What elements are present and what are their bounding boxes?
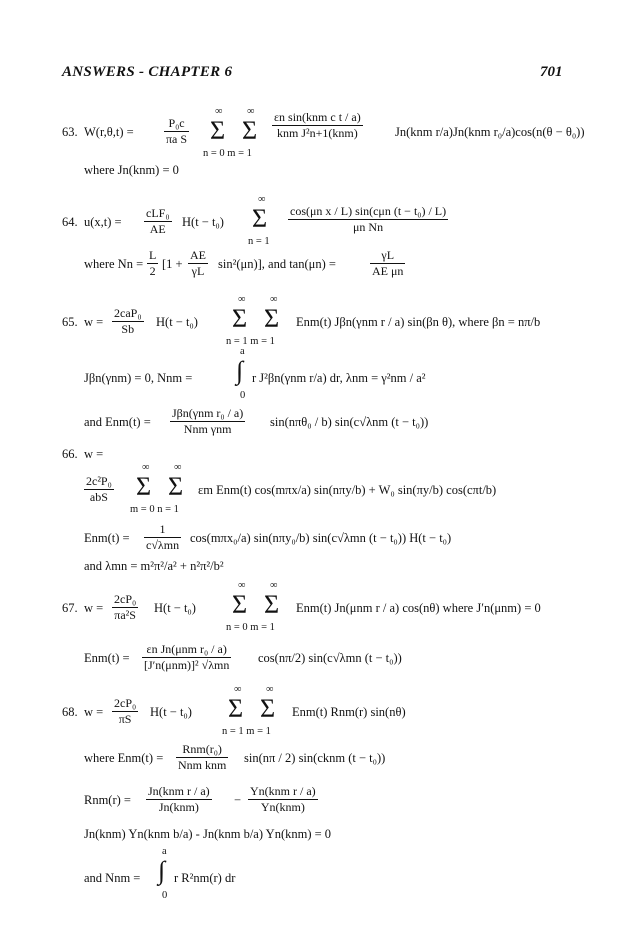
- coefficient-label: and Enm(t) =: [84, 415, 151, 429]
- coefficient-fraction: εn Jn(μnm r₀ / a) [J′n(μnm)]² √λmn: [144, 642, 230, 672]
- summand-tail: Jn(knm r/a)Jn(knm r₀/a)cos(n(θ − θ₀)): [395, 125, 585, 139]
- sum-upper-limit: ∞: [247, 106, 255, 117]
- condition-tail: sin²(μn)], and tan(μn) =: [218, 257, 336, 271]
- coefficient-tail: cos(mπx₀/a) sin(nπy₀/b) sin(c√λmn (t − t₀)) H(t − t₀): [190, 531, 452, 545]
- summation-sign: Σ: [228, 694, 244, 723]
- coefficient-label: Enm(t) =: [84, 531, 130, 545]
- coefficient-tail: sin(nπ / 2) sin(cknm (t − t₀)): [244, 751, 386, 765]
- answer-66: [62, 446, 622, 576]
- eigenvalue-definition: and λmn = m²π²/a² + n²π²/b²: [84, 559, 224, 573]
- condition-fraction: $\frac{AE}{\gamma L}$: [190, 248, 206, 278]
- page-number: 701: [540, 64, 563, 80]
- condition-bracket: [1 +: [162, 257, 183, 271]
- summation-sign: Σ: [264, 304, 280, 333]
- sum-upper-limit: ∞: [238, 580, 246, 591]
- coefficient: 2caP₀ Sb: [114, 306, 142, 336]
- problem-number: 67.: [62, 601, 78, 615]
- integrand: r R²nm(r) dr: [174, 871, 236, 885]
- sum-upper-limit: ∞: [215, 106, 223, 117]
- problem-number: 66.: [62, 447, 78, 461]
- summation-sign: Σ: [232, 590, 248, 619]
- coefficient-label: Enm(t) =: [84, 651, 130, 665]
- sum-upper-limit: ∞: [258, 194, 266, 205]
- answer-63: [62, 100, 622, 180]
- coefficient: $\frac{\text{2cP₀}}{\text{πa²S}}$: [114, 592, 137, 622]
- integral-lower-limit: 0: [240, 390, 246, 401]
- summation-sign: Σ: [260, 694, 276, 723]
- coefficient: 2c²P₀ abS: [86, 474, 112, 504]
- summand-tail: εm Enm(t) cos(mπx/a) sin(nπy/b) + W₀ sin(πy/b) cos(cπt/b): [198, 483, 497, 497]
- summand-fraction: εn sin(knm c t / a) knm J²n+1(knm): [274, 110, 361, 140]
- sum-upper-limit: ∞: [174, 462, 182, 473]
- coefficient-tail: cos(nπ/2) sin(c√λmn (t − t₀)): [258, 651, 402, 665]
- equation-lhs: w =: [84, 601, 104, 615]
- minus-sign: −: [234, 793, 242, 807]
- heaviside-term: H(t − t₀): [156, 315, 198, 329]
- sum-limits: n = 1: [248, 236, 270, 247]
- running-header: ANSWERS - CHAPTER 6: [62, 64, 233, 80]
- coefficient: $\frac{\text{P₀c}}{\text{πa S}}$: [166, 116, 188, 146]
- heaviside-term: H(t − t₀): [182, 215, 224, 229]
- coefficient-tail: sin(nπθ₀ / b) sin(c√λnm (t − t₀)): [270, 415, 429, 429]
- summation-sign: Σ: [232, 304, 248, 333]
- problem-number: 63.: [62, 125, 78, 139]
- summation-sign: Σ: [242, 116, 258, 145]
- equation-lhs: w =: [84, 447, 104, 461]
- radial-function-label: Rnm(r) =: [84, 793, 131, 807]
- condition-fraction: $\frac{L}{2}$: [149, 248, 157, 278]
- summation-sign: Σ: [168, 472, 184, 501]
- eigen-condition: Jβn(γnm) = 0, Nnm =: [84, 371, 193, 385]
- problem-number: 64.: [62, 215, 78, 229]
- integral-upper-limit: a: [240, 346, 245, 357]
- summand-tail: Enm(t) Jβn(γnm r / a) sin(βn θ), where βn = nπ/b: [296, 315, 541, 329]
- integral-upper-limit: a: [162, 846, 167, 857]
- sum-upper-limit: ∞: [270, 294, 278, 305]
- norm-label: and Nnm =: [84, 871, 141, 885]
- integrand: r J²βn(γnm r/a) dr, λnm = γ²nm / a²: [252, 371, 426, 385]
- sum-upper-limit: ∞: [238, 294, 246, 305]
- summation-sign: Σ: [210, 116, 226, 145]
- problem-number: 68.: [62, 705, 78, 719]
- coefficient-fraction: Rnm(r₀) Nnm knm: [178, 742, 227, 772]
- summand-tail: Enm(t) Rnm(r) sin(nθ): [292, 705, 406, 719]
- sum-limits: n = 0 m = 1: [226, 622, 275, 633]
- answer-68: [62, 684, 622, 904]
- integral-lower-limit: 0: [162, 890, 168, 901]
- sum-upper-limit: ∞: [234, 684, 242, 695]
- coefficient-label: where Enm(t) =: [84, 751, 164, 765]
- eigen-condition: Jn(knm) Yn(knm b/a) - Jn(knm b/a) Yn(knm) = 0: [84, 827, 332, 841]
- radial-function-fraction: Jn(knm r / a) Jn(knm): [148, 784, 210, 814]
- sum-upper-limit: ∞: [270, 580, 278, 591]
- coefficient-fraction: Jβn(γnm r₀ / a) Nnm γnm: [172, 406, 244, 436]
- radial-function-fraction: Yn(knm r / a) Yn(knm): [250, 784, 316, 814]
- sum-limits: n = 1 m = 1: [222, 726, 271, 737]
- answer-67: [62, 580, 622, 680]
- sum-upper-limit: ∞: [266, 684, 274, 695]
- condition: where Jn(knm) = 0: [84, 163, 179, 177]
- coefficient: cLF₀ AE: [146, 206, 170, 236]
- condition-label: where Nn =: [84, 257, 144, 271]
- equation-lhs: u(x,t) =: [84, 215, 122, 229]
- sum-upper-limit: ∞: [142, 462, 150, 473]
- summation-sign: Σ: [252, 204, 268, 233]
- equation-lhs: w =: [84, 705, 104, 719]
- heaviside-term: H(t − t₀): [154, 601, 196, 615]
- equation-lhs: W(r,θ,t) =: [84, 125, 134, 139]
- coefficient: $\frac{\text{2cP₀}}{\pi S}$: [114, 696, 137, 726]
- summation-sign: Σ: [136, 472, 152, 501]
- equation-lhs: w =: [84, 315, 104, 329]
- summation-sign: Σ: [264, 590, 280, 619]
- integral-sign: ∫: [158, 856, 166, 885]
- sum-limits: n = 0 m = 1: [203, 148, 252, 159]
- summand-tail: Enm(t) Jn(μnm r / a) cos(nθ) where J′n(μnm) = 0: [296, 601, 541, 615]
- answer-64: [62, 190, 622, 280]
- sum-limits: n = 1 m = 1: [226, 336, 275, 347]
- condition-fraction: $\frac{\gamma L}{\text{AE μn}}$: [372, 248, 404, 278]
- problem-number: 65.: [62, 315, 78, 329]
- integral-sign: ∫: [236, 356, 244, 385]
- answer-65: [62, 290, 622, 440]
- sum-limits: m = 0 n = 1: [130, 504, 179, 515]
- summand-fraction: cos(μn x / L) sin(cμn (t − t₀) / L) μn Nn: [290, 204, 447, 234]
- heaviside-term: H(t − t₀): [150, 705, 192, 719]
- coefficient-fraction: 1 c√λmn: [146, 522, 180, 552]
